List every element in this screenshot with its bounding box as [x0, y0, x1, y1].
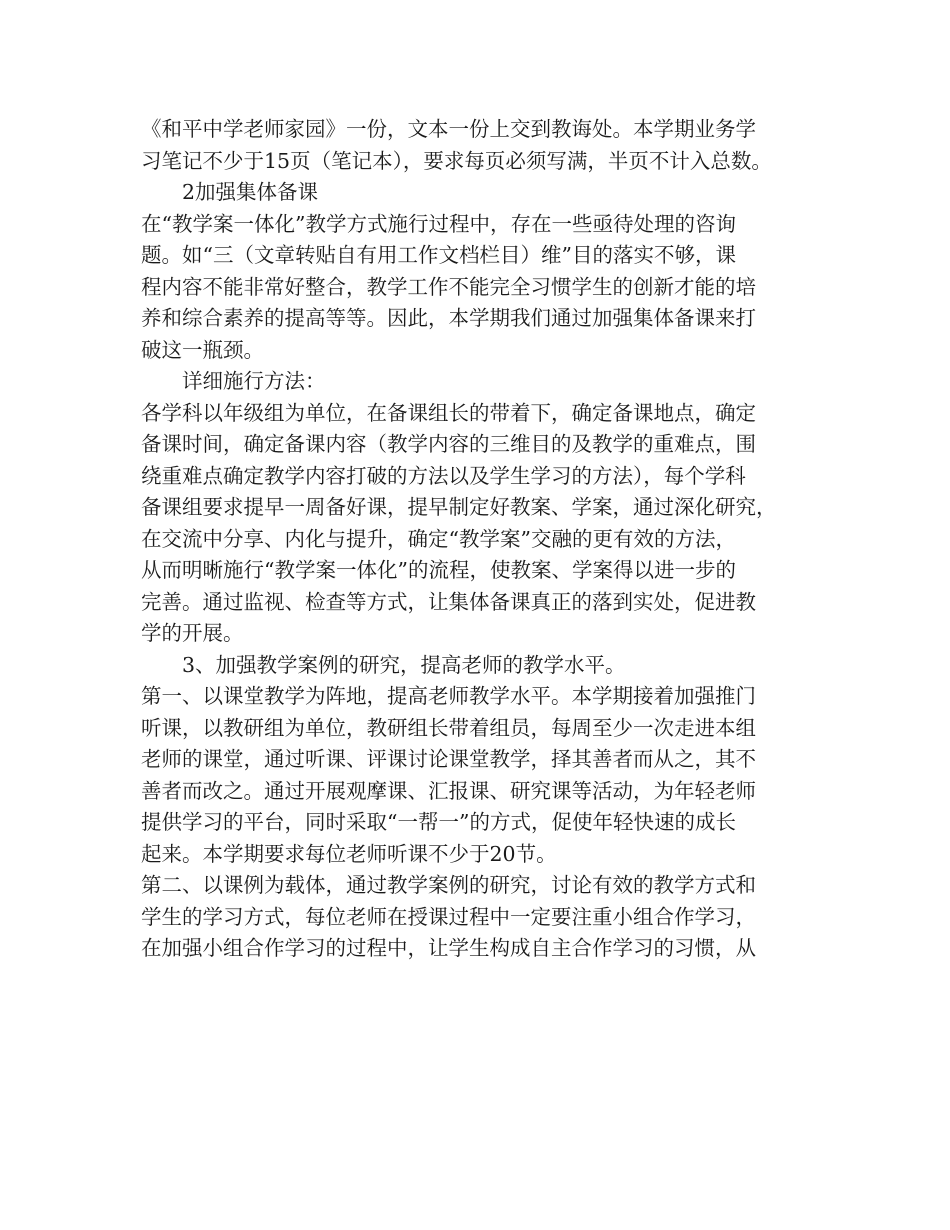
text-line: 题。如“三（文章转贴自有用工作文档栏目）维”目的落实不够，课 [141, 243, 736, 267]
text-line: 习笔记不少于15页（笔记本），要求每页必须写满，半页不计入总数。 [141, 148, 772, 173]
text-line: 破这一瓶颈。 [141, 337, 264, 362]
section-heading: 详细施行方法： [182, 369, 326, 393]
text-line: 在“教学案一体化”教学方式施行过程中，存在一些亟待处理的咨询 [141, 211, 736, 236]
text-line: 《和平中学老师家园》一份，文本一份上交到教诲处。本学期业务学 [141, 117, 756, 141]
text-line: 程内容不能非常好整合，教学工作不能完全习惯学生的创新才能的培 [141, 274, 756, 299]
section-heading: 2加强集体备课 [182, 180, 319, 204]
section-heading: 3、加强教学案例的研究，提高老师的教学水平。 [182, 652, 626, 677]
text-line: 绕重难点确定教学内容打破的方法以及学生学习的方法），每个学科 [141, 463, 746, 488]
text-line: 从而明晰施行“教学案一体化”的流程，使教案、学案得以进一步的 [141, 558, 736, 582]
text-line: 听课，以教研组为单位，教研组长带着组员，每周至少一次走进本组 [141, 715, 756, 740]
text-line: 学生的学习方式，每位老师在授课过程中一定要注重小组合作学习， [141, 904, 756, 929]
text-line: 完善。通过监视、检查等方式，让集体备课真正的落到实处，促进教 [141, 589, 756, 614]
text-line: 学的开展。 [141, 621, 244, 645]
text-line: 起来。本学期要求每位老师听课不少于20节。 [141, 841, 557, 866]
text-line: 善者而改之。通过开展观摩课、汇报课、研究课等活动，为年轻老师 [141, 778, 756, 803]
text-line: 在加强小组合作学习的过程中，让学生构成自主合作学习的习惯，从 [141, 936, 756, 960]
text-line: 各学科以年级组为单位，在备课组长的带着下，确定备课地点，确定 [141, 400, 756, 425]
text-line: 提供学习的平台，同时采取“一帮一”的方式，促使年轻快速的成长 [141, 810, 736, 834]
text-line: 老师的课堂，通过听课、评课讨论课堂教学，择其善者而从之，其不 [141, 747, 756, 771]
text-line: 备课组要求提早一周备好课，提早制定好教案、学案，通过深化研究， [141, 495, 777, 519]
text-line: 第二、以课例为载体，通过教学案例的研究，讨论有效的教学方式和 [141, 873, 756, 897]
text-line: 备课时间，确定备课内容（教学内容的三维目的及教学的重难点，围 [141, 432, 756, 456]
text-line: 养和综合素养的提高等等。因此，本学期我们通过加强集体备课来打 [141, 306, 756, 330]
body-text [141, 114, 831, 965]
text-line: 在交流中分享、内化与提升，确定“教学案”交融的更有效的方法， [141, 526, 736, 551]
text-line: 第一、以课堂教学为阵地，提高老师教学水平。本学期接着加强推门 [141, 684, 756, 708]
